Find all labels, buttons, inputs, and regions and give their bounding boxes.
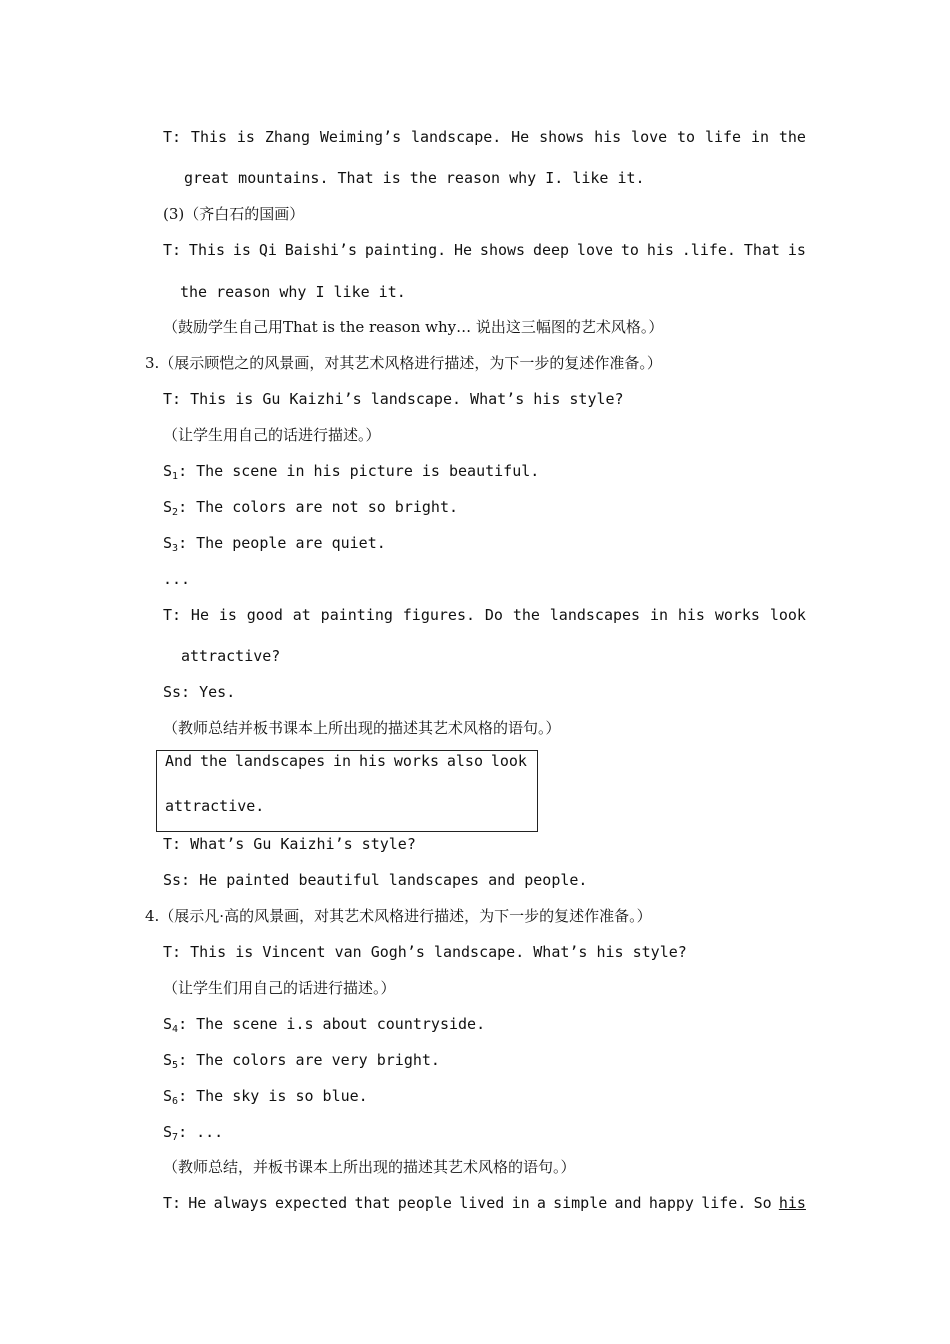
- word: shows: [479, 241, 526, 259]
- word: And: [165, 752, 193, 770]
- word: Baishi’s: [284, 241, 357, 259]
- line-van-gogh: T: This is Vincent van Gogh’s landscape. What’s his style?: [163, 943, 687, 961]
- word: T:: [163, 128, 182, 146]
- line-gu-style: T: What’s Gu Kaizhi’s style?: [163, 835, 416, 853]
- line-qi-baishi: [163, 240, 806, 260]
- word: Weiming’s: [319, 128, 402, 146]
- note-summary-2: （教师总结，并板书课本上所出现的描述其艺术风格的语句。）: [163, 1158, 576, 1176]
- word: good: [246, 606, 283, 624]
- word: T:: [163, 606, 182, 624]
- word: happy: [648, 1194, 694, 1212]
- word: T:: [163, 241, 182, 259]
- word: That: [743, 241, 780, 259]
- word: landscapes: [549, 606, 641, 624]
- note-summary-1: （教师总结并板书课本上所出现的描述其艺术风格的语句。）: [163, 719, 561, 737]
- word: always: [213, 1194, 268, 1212]
- line-ss-painted: Ss: He painted beautiful landscapes and people.: [163, 871, 588, 889]
- word: figures.: [402, 606, 476, 624]
- student-line-4: $S_4$: The scene i.s about countryside.: [163, 1015, 486, 1035]
- student-line-2: $S_2$: The colors are not so bright.: [163, 498, 459, 518]
- note-describe: （让学生用自己的话进行描述。）: [163, 426, 381, 444]
- word: in: [649, 606, 668, 624]
- word: look: [490, 752, 527, 770]
- word: the: [512, 606, 540, 624]
- line-figures-cont: attractive?: [181, 647, 281, 665]
- word: in: [333, 752, 352, 770]
- line-zhang-weiming: [163, 127, 806, 147]
- box-line-2: attractive.: [165, 797, 265, 815]
- word: is: [787, 241, 806, 259]
- word: life: [704, 128, 742, 146]
- word: works: [714, 606, 760, 624]
- word: the: [778, 128, 806, 146]
- word: look: [769, 606, 806, 624]
- word: expected: [274, 1194, 348, 1212]
- word: landscape.: [410, 128, 502, 146]
- section-3-heading: 3.（展示顾恺之的风景画，对其艺术风格进行描述，为下一步的复述作准备。）: [145, 354, 662, 372]
- word: love: [631, 128, 668, 146]
- word: He: [188, 1194, 207, 1212]
- word: .life.: [681, 241, 736, 259]
- word: painting.: [364, 241, 447, 259]
- word: to: [677, 128, 696, 146]
- note-describe-2: （让学生们用自己的话进行描述。）: [163, 979, 396, 997]
- word: Do: [484, 606, 503, 624]
- word: to: [620, 241, 639, 259]
- word: and: [614, 1194, 642, 1212]
- student-line-3: $S_3$: The people are quiet.: [163, 534, 386, 554]
- word: people: [397, 1194, 452, 1212]
- word: simple: [553, 1194, 608, 1212]
- word: in: [750, 128, 769, 146]
- word: the: [199, 752, 228, 770]
- word: T:: [163, 1194, 182, 1212]
- word: This: [190, 128, 228, 146]
- word: a: [536, 1194, 546, 1212]
- section-3-subheading: (3)（齐白石的国画）: [163, 205, 305, 223]
- box-line-1: [165, 751, 527, 771]
- word: landscapes: [234, 752, 326, 770]
- student-line-5: $S_5$: The colors are very bright.: [163, 1051, 440, 1071]
- word: He: [454, 241, 473, 259]
- word: So: [753, 1194, 772, 1212]
- word: He: [511, 128, 530, 146]
- word: is: [236, 128, 255, 146]
- line-simple-life: [163, 1193, 806, 1213]
- student-line-6: $S_6$: The sky is so blue.: [163, 1087, 368, 1107]
- word: his: [594, 128, 622, 146]
- word: This: [188, 241, 226, 259]
- word: love: [576, 241, 614, 259]
- line-zhang-weiming-cont: great mountains. That is the reason why I. like it.: [184, 169, 645, 187]
- word: is: [232, 241, 251, 259]
- line-gu-kaizhi: T: This is Gu Kaizhi’s landscape. What’s his style?: [163, 390, 624, 408]
- word: in: [511, 1194, 530, 1212]
- student-line-1: $S_1$: The scene in his picture is beautiful.: [163, 462, 540, 482]
- word: his: [358, 752, 387, 770]
- word: his: [778, 1194, 806, 1212]
- line-qi-baishi-cont: the reason why I like it.: [180, 283, 406, 301]
- word: He: [190, 606, 209, 624]
- word: painting: [320, 606, 393, 624]
- word: is: [218, 606, 237, 624]
- word: works: [393, 752, 440, 770]
- word: his: [646, 241, 674, 259]
- word: lived: [459, 1194, 505, 1212]
- line-ss-yes: Ss: Yes.: [163, 683, 236, 701]
- ellipsis-line: ...: [163, 570, 191, 588]
- word: life.: [701, 1194, 747, 1212]
- line-figures: [163, 605, 806, 625]
- word: Qi: [258, 241, 277, 259]
- word: deep: [532, 241, 570, 259]
- student-line-7: $S_7$: ...: [163, 1123, 224, 1143]
- word: that: [354, 1194, 391, 1212]
- word: his: [677, 606, 705, 624]
- word: shows: [539, 128, 585, 146]
- word: also: [446, 752, 483, 770]
- note-encourage: （鼓励学生自己用That is the reason why… 说出这三幅图的艺术风格。）: [163, 318, 664, 336]
- section-4-heading: 4.（展示凡·高的风景画，对其艺术风格进行描述，为下一步的复述作准备。）: [145, 907, 652, 925]
- word: Zhang: [264, 128, 310, 146]
- word: at: [292, 606, 311, 624]
